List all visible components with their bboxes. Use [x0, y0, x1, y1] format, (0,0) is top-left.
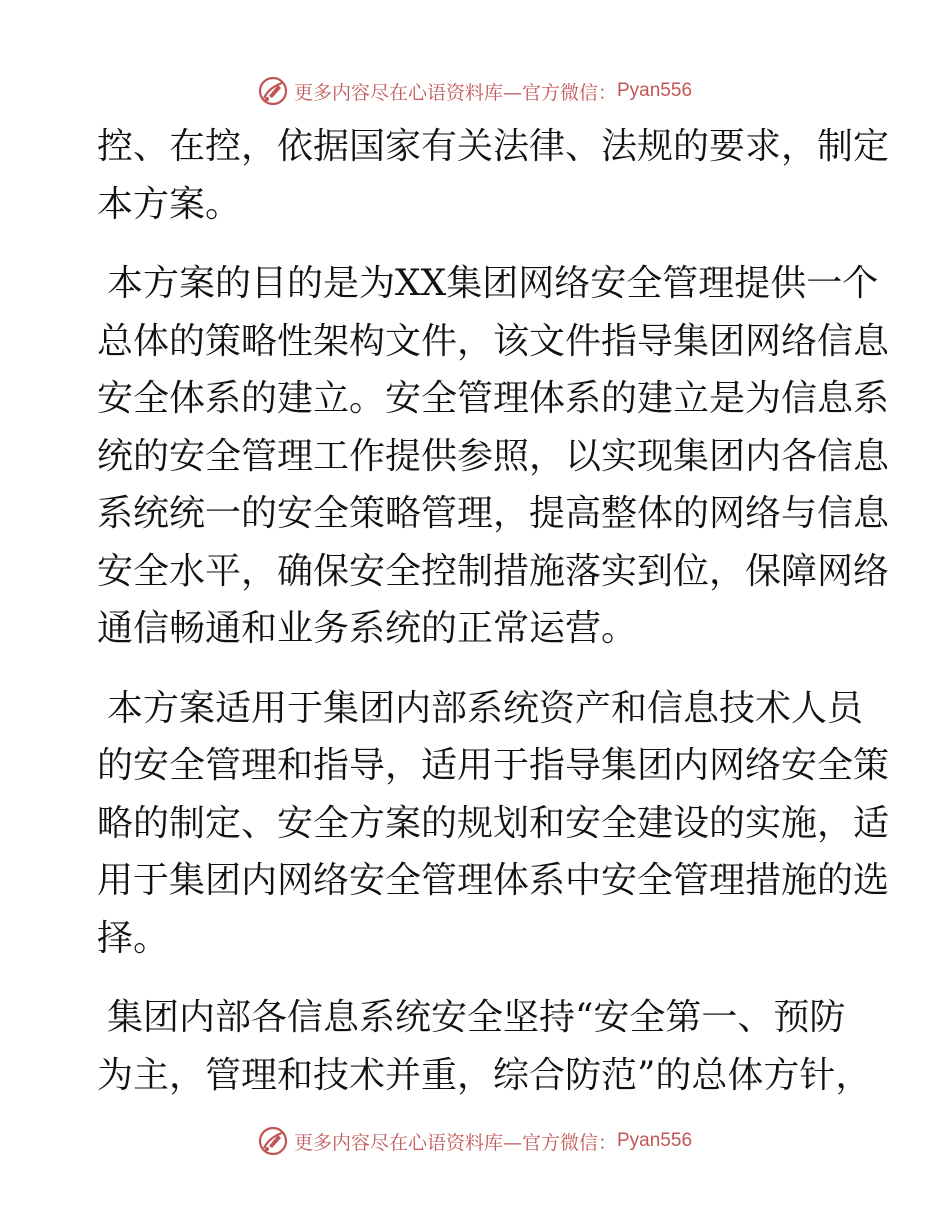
- text-line: 本方案适用于集团内部系统资产和信息技术人员: [107, 687, 864, 729]
- text-line: 控、在控，依据国家有关法律、法规的要求，制定: [97, 126, 890, 167]
- paragraph: [97, 118, 890, 233]
- text-line: 安全水平，确保安全控制措施落实到位，保障网络: [97, 550, 890, 592]
- text-line: 集团内部各信息系统安全坚持“安全第一、预防: [107, 997, 846, 1038]
- text-line: 略的制定、安全方案的规划和安全建设的实施，适: [97, 802, 890, 844]
- document-body: [97, 118, 890, 1104]
- pen-logo-icon: [258, 76, 288, 106]
- text-line: 通信畅通和业务系统的正常运营。: [97, 608, 638, 649]
- watermark-text: 更多内容尽在心语资料库—官方微信：: [293, 81, 617, 104]
- header-watermark: [0, 71, 950, 111]
- paragraph: [97, 255, 890, 658]
- text-line: 择。: [97, 917, 170, 959]
- footer-watermark: [0, 1121, 950, 1161]
- paragraph: [97, 989, 872, 1104]
- pen-logo-icon: [258, 1126, 288, 1156]
- text-line: 的安全管理和指导，适用于指导集团内网络安全策: [97, 745, 890, 786]
- text-line: 安全体系的建立。安全管理体系的建立是为信息系: [97, 378, 890, 419]
- text-line: 本方案的目的是为XX集团网络安全管理提供一个: [107, 263, 879, 304]
- text-line: 统的安全管理工作提供参照，以实现集团内各信息: [97, 435, 890, 477]
- text-line: 用于集团内网络安全管理体系中安全管理措施的选: [97, 860, 890, 901]
- watermark-wechat-id: Pyan556: [617, 80, 693, 101]
- watermark-wechat-id: Pyan556: [617, 1130, 693, 1151]
- text-line: 本方案。: [97, 183, 242, 225]
- text-line: 为主，管理和技术并重，综合防范”的总体方针，: [97, 1054, 872, 1096]
- text-line: 总体的策略性架构文件，该文件指导集团网络信息: [97, 320, 890, 362]
- paragraph: [97, 680, 890, 968]
- watermark-text: 更多内容尽在心语资料库—官方微信：: [293, 1131, 617, 1154]
- text-line: 系统统一的安全策略管理，提高整体的网络与信息: [97, 493, 890, 534]
